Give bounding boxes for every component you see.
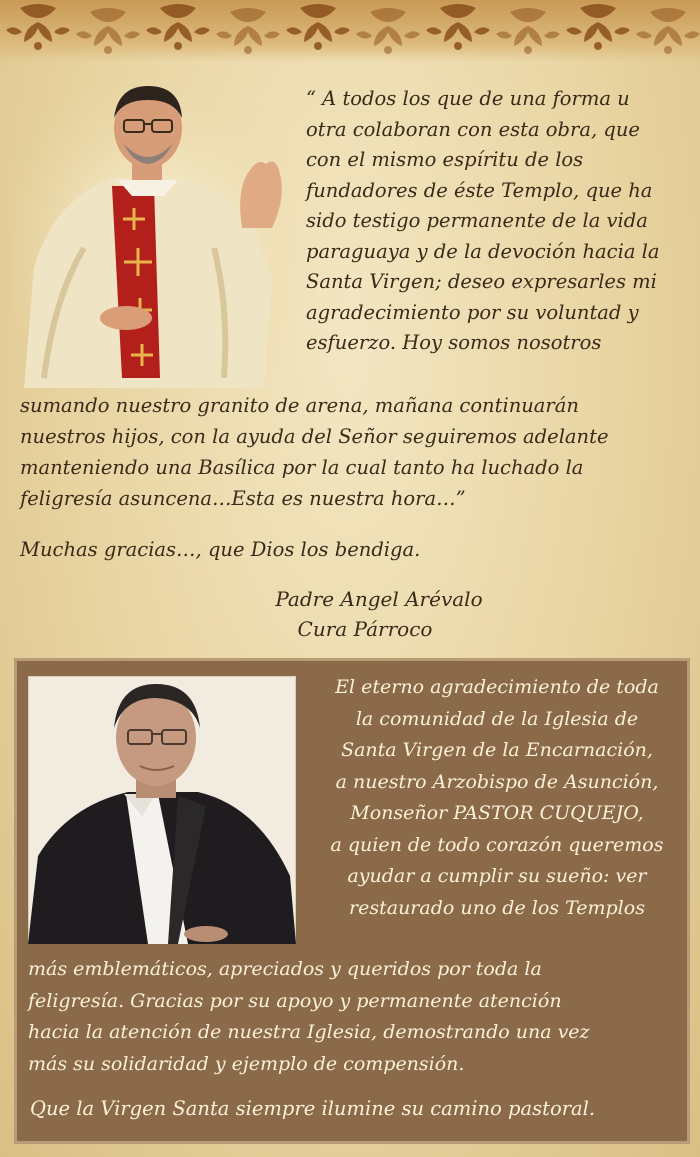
text-line: Santa Virgen de la Encarnación,	[341, 739, 653, 761]
text-line: a quien de todo corazón queremos	[330, 833, 664, 856]
text-line: agradecimiento por su voluntad y	[306, 300, 639, 324]
signature-name: Padre Angel Arévalo	[275, 587, 483, 611]
text-line: la comunidad de la Iglesia de	[355, 707, 639, 730]
priest-photo	[14, 78, 296, 388]
text-line: feligresía asuncena…Esta es nuestra hora…”	[20, 487, 466, 510]
text-line: restaurado uno de los Templos	[349, 896, 645, 919]
text-line: sido testigo permanente de la vida	[306, 209, 648, 232]
ornamental-header-border	[0, 0, 700, 62]
text-line: Monseñor PASTOR CUQUEJO,	[350, 802, 644, 824]
text-line: más emblemáticos, apreciados y queridos por toda la	[28, 958, 542, 980]
text-line: a nuestro Arzobispo de Asunción,	[335, 770, 659, 793]
bishop-photo	[28, 676, 296, 944]
tribute-opening	[306, 672, 688, 924]
quote-continuation	[20, 390, 696, 514]
signature-title: Cura Párroco	[297, 617, 433, 641]
text-line: esfuerzo. Hoy somos nosotros	[306, 331, 602, 354]
text-line: paraguaya y de la devoción hacia la	[306, 239, 660, 263]
text-line: más su solidaridad y ejemplo de compensión.	[28, 1052, 465, 1075]
text-line: fundadores de éste Templo, que ha	[306, 178, 653, 202]
text-line: hacia la atención de nuestra Iglesia, demostrando una vez	[28, 1021, 590, 1043]
thanks-line: Muchas gracias…, que Dios los bendiga.	[20, 538, 421, 561]
text-line: El eterno agradecimiento de toda	[335, 676, 659, 698]
text-line: sumando nuestro granito de arena, mañana continuarán	[20, 394, 579, 417]
text-line: manteniendo una Basílica por la cual tanto ha luchado la	[20, 456, 584, 479]
tribute-continuation	[28, 954, 678, 1080]
text-line: ayudar a cumplir su sueño: ver	[347, 865, 647, 887]
text-line: otra colaboran con esta obra, que	[306, 117, 640, 141]
tribute-closing: Que la Virgen Santa siempre ilumine su camino pastoral.	[30, 1097, 596, 1120]
text-line: nuestros hijos, con la ayuda del Señor seguiremos adelante	[20, 425, 609, 448]
text-line: feligresía. Gracias por su apoyo y permanente atención	[28, 989, 562, 1012]
text-line: con el mismo espíritu de los	[306, 148, 584, 171]
text-line: Santa Virgen; deseo expresarles mi	[306, 270, 657, 293]
text-line: “ A todos los que de una forma u	[306, 87, 630, 110]
quote-opening	[306, 84, 692, 359]
signature-block	[0, 584, 700, 644]
